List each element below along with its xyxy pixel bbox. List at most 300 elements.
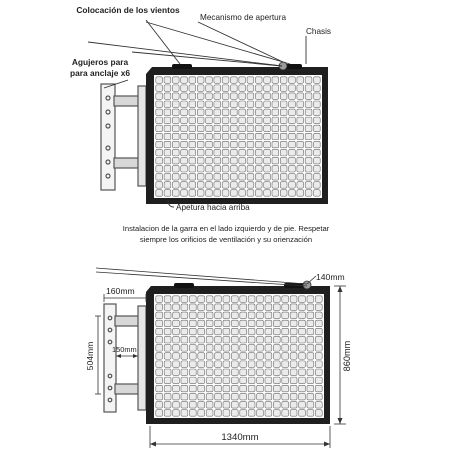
vent-cell (282, 361, 289, 368)
vent-cell (280, 190, 287, 196)
vent-cell (297, 117, 304, 123)
vent-cell (164, 361, 171, 368)
vent-cell (198, 312, 205, 319)
vent-cell (290, 328, 297, 335)
vent-cell (282, 304, 289, 311)
vent-cell (264, 190, 271, 196)
vent-cell (247, 101, 254, 107)
vent-cell (240, 328, 247, 335)
vent-cell (280, 117, 287, 123)
dim-label-width: 1340mm (221, 432, 259, 443)
label-mechanism: Mecanismo de apertura (200, 13, 287, 22)
vent-cell (282, 402, 289, 409)
vent-cell (273, 385, 280, 392)
vent-cell (315, 402, 322, 409)
arrow-width-left (150, 442, 156, 447)
vent-cell (164, 190, 171, 196)
vent-cell (239, 93, 246, 99)
vent-cell (299, 296, 306, 303)
vent-cell (282, 296, 289, 303)
vent-cell (215, 377, 222, 384)
top-hinge-left (172, 64, 192, 69)
vent-cell (206, 361, 213, 368)
vent-cell (181, 149, 188, 155)
vent-cell (314, 85, 321, 91)
vent-cell (223, 312, 230, 319)
vent-cell (297, 85, 304, 91)
vent-cell (181, 125, 188, 131)
leader-mechanism (198, 22, 283, 62)
vent-cell (307, 304, 314, 311)
vent-cell (315, 377, 322, 384)
vent-cell (272, 133, 279, 139)
guide-line-lower (96, 272, 307, 286)
vent-cell (289, 101, 296, 107)
vent-cell (215, 361, 222, 368)
vent-cell (280, 149, 287, 155)
vent-cell (223, 320, 230, 327)
vent-cell (273, 353, 280, 360)
vent-cell (156, 336, 163, 343)
vent-cell (215, 336, 222, 343)
vent-cell (189, 141, 196, 147)
vent-cell (272, 101, 279, 107)
vent-cell (206, 312, 213, 319)
vent-cell (206, 109, 213, 115)
vent-cell (272, 157, 279, 163)
vent-cell (307, 361, 314, 368)
vent-cell (189, 336, 196, 343)
vent-cell (215, 328, 222, 335)
vent-cell (257, 402, 264, 409)
vent-cell (315, 296, 322, 303)
vent-cell (181, 361, 188, 368)
vent-cell (240, 369, 247, 376)
vent-cell (264, 174, 271, 180)
vent-cell (172, 157, 179, 163)
vent-cell (222, 141, 229, 147)
vent-cell (247, 157, 254, 163)
vent-cell (239, 190, 246, 196)
vent-cell (189, 304, 196, 311)
vent-cell (255, 109, 262, 115)
vent-cell (272, 93, 279, 99)
vent-cell (206, 85, 213, 91)
vent-cell (189, 166, 196, 172)
vent-cell (255, 149, 262, 155)
vent-cell (273, 393, 280, 400)
vent-cell (231, 296, 238, 303)
vent-cell (164, 133, 171, 139)
vent-cell (206, 125, 213, 131)
vent-cell (305, 101, 312, 107)
top-cabinet (146, 62, 328, 204)
vent-cell (299, 377, 306, 384)
vent-cell (156, 133, 163, 139)
vent-cell (315, 369, 322, 376)
vent-cell (164, 304, 171, 311)
vent-cell (173, 369, 180, 376)
vent-cell (173, 377, 180, 384)
vent-cell (181, 117, 188, 123)
vent-cell (248, 393, 255, 400)
vent-cell (223, 345, 230, 352)
vent-cell (231, 377, 238, 384)
vent-cell (290, 312, 297, 319)
vent-cell (189, 320, 196, 327)
vent-cell (222, 85, 229, 91)
vent-cell (315, 304, 322, 311)
vent-cell (307, 296, 314, 303)
vent-cell (264, 133, 271, 139)
vent-cell (257, 296, 264, 303)
vent-cell (290, 296, 297, 303)
vent-cell (255, 133, 262, 139)
vent-cell (181, 174, 188, 180)
vent-cell (247, 166, 254, 172)
vent-cell (222, 174, 229, 180)
vent-cell (222, 190, 229, 196)
vent-cell (299, 402, 306, 409)
vent-cell (289, 125, 296, 131)
vent-cell (156, 190, 163, 196)
vent-cell (222, 93, 229, 99)
vent-cell (240, 402, 247, 409)
vent-cell (231, 402, 238, 409)
vent-cell (272, 141, 279, 147)
vent-cell (273, 296, 280, 303)
vent-cell (181, 182, 188, 188)
vent-cell (239, 125, 246, 131)
bottom-bracket-clamp (138, 306, 146, 410)
vent-cell (239, 174, 246, 180)
vent-cell (164, 77, 171, 83)
vent-cell (181, 166, 188, 172)
vent-cell (257, 312, 264, 319)
vent-cell (239, 166, 246, 172)
vent-cell (189, 361, 196, 368)
vent-cell (247, 182, 254, 188)
vent-cell (305, 190, 312, 196)
vent-cell (273, 304, 280, 311)
vent-cell (198, 377, 205, 384)
vent-cell (248, 312, 255, 319)
vent-cell (265, 353, 272, 360)
vent-cell (307, 377, 314, 384)
label-holes-line2: para anclaje x6 (69, 68, 131, 78)
vent-cell (222, 109, 229, 115)
vent-cell (172, 125, 179, 131)
vent-cell (299, 361, 306, 368)
vent-cell (206, 157, 213, 163)
vent-cell (273, 336, 280, 343)
vent-cell (255, 166, 262, 172)
dim-label-bracket-top: 160mm (106, 286, 135, 296)
vent-cell (282, 320, 289, 327)
vent-cell (181, 296, 188, 303)
arrow-height-bottom (338, 418, 343, 424)
vent-cell (206, 77, 213, 83)
vent-cell (282, 353, 289, 360)
vent-cell (214, 133, 221, 139)
arrow-height-top (338, 286, 343, 292)
bottom-view (85, 268, 352, 448)
vent-cell (257, 353, 264, 360)
vent-cell (164, 85, 171, 91)
vent-cell (206, 182, 213, 188)
vent-cell (282, 328, 289, 335)
vent-cell (181, 101, 188, 107)
vent-cell (164, 385, 171, 392)
vent-cell (257, 410, 264, 417)
vent-cell (297, 174, 304, 180)
vent-cell (198, 353, 205, 360)
vent-cell (189, 385, 196, 392)
vent-cell (206, 174, 213, 180)
vent-cell (314, 77, 321, 83)
vent-cell (173, 393, 180, 400)
vent-cell (305, 133, 312, 139)
leader-top-offset (307, 276, 316, 284)
vent-cell (314, 157, 321, 163)
vent-cell (248, 385, 255, 392)
vent-cell (231, 125, 238, 131)
vent-cell (297, 77, 304, 83)
vent-cell (247, 133, 254, 139)
vent-cell (164, 353, 171, 360)
top-wall-bracket (101, 84, 146, 190)
vent-cell (315, 393, 322, 400)
vent-cell (272, 190, 279, 196)
vent-cell (164, 336, 171, 343)
vent-cell (248, 353, 255, 360)
vent-cell (290, 361, 297, 368)
vent-cell (272, 85, 279, 91)
vent-cell (289, 166, 296, 172)
vent-cell (290, 402, 297, 409)
vent-cell (198, 361, 205, 368)
vent-cell (223, 369, 230, 376)
vent-cell (231, 149, 238, 155)
vent-cell (173, 328, 180, 335)
vent-cell (222, 117, 229, 123)
vent-cell (206, 328, 213, 335)
vent-cell (172, 109, 179, 115)
vent-cell (214, 141, 221, 147)
vent-cell (264, 77, 271, 83)
vent-cell (214, 109, 221, 115)
vent-cell (164, 402, 171, 409)
vent-cell (289, 117, 296, 123)
vent-cell (307, 328, 314, 335)
vent-cell (299, 328, 306, 335)
vent-cell (315, 345, 322, 352)
vent-cell (189, 93, 196, 99)
vent-cell (239, 117, 246, 123)
vent-cell (214, 85, 221, 91)
vent-cell (247, 174, 254, 180)
vent-cell (223, 353, 230, 360)
vent-cell (280, 85, 287, 91)
top-view (70, 5, 331, 212)
vent-cell (156, 361, 163, 368)
vent-cell (206, 369, 213, 376)
vent-cell (314, 174, 321, 180)
vent-cell (280, 182, 287, 188)
vent-cell (248, 345, 255, 352)
vent-cell (280, 141, 287, 147)
vent-cell (189, 125, 196, 131)
vent-cell (272, 182, 279, 188)
vent-cell (164, 377, 171, 384)
vent-cell (156, 402, 163, 409)
vent-cell (231, 85, 238, 91)
vent-cell (290, 385, 297, 392)
vent-cell (282, 385, 289, 392)
vent-cell (198, 345, 205, 352)
vent-cell (240, 353, 247, 360)
vent-cell (297, 93, 304, 99)
vent-cell (214, 125, 221, 131)
vent-cell (206, 402, 213, 409)
vent-cell (215, 402, 222, 409)
vent-cell (164, 149, 171, 155)
vent-cell (198, 385, 205, 392)
vent-cell (282, 312, 289, 319)
vent-cell (273, 320, 280, 327)
vent-cell (164, 109, 171, 115)
vent-cell (181, 141, 188, 147)
vent-cell (156, 174, 163, 180)
vent-cell (189, 117, 196, 123)
vent-cell (172, 141, 179, 147)
vent-cell (164, 393, 171, 400)
vent-cell (264, 117, 271, 123)
vent-cell (197, 117, 204, 123)
vent-cell (315, 410, 322, 417)
vent-cell (156, 304, 163, 311)
vent-cell (223, 361, 230, 368)
vent-cell (272, 117, 279, 123)
vent-cell (197, 93, 204, 99)
vent-cell (231, 101, 238, 107)
vent-cell (255, 141, 262, 147)
vent-cell (181, 304, 188, 311)
vent-cell (231, 336, 238, 343)
vent-cell (164, 157, 171, 163)
vent-cell (181, 353, 188, 360)
vent-cell (247, 141, 254, 147)
vent-cell (265, 361, 272, 368)
vent-cell (280, 125, 287, 131)
vent-cell (156, 85, 163, 91)
instruction-line2: siempre los orificios de ventilación y su orienzación (139, 235, 313, 244)
vent-cell (223, 385, 230, 392)
vent-cell (315, 353, 322, 360)
vent-cell (255, 125, 262, 131)
bottom-wall-bracket (104, 304, 146, 412)
vent-cell (189, 133, 196, 139)
vent-cell (240, 336, 247, 343)
vent-cell (297, 149, 304, 155)
vent-cell (239, 77, 246, 83)
dim-label-bracket-height: 504mm (85, 341, 95, 371)
vent-cell (248, 320, 255, 327)
vent-cell (265, 336, 272, 343)
vent-cell (307, 353, 314, 360)
vent-cell (255, 117, 262, 123)
vent-cell (297, 101, 304, 107)
vent-cell (181, 157, 188, 163)
bottom-hinge-left (174, 283, 194, 288)
vent-cell (215, 304, 222, 311)
vent-cell (222, 149, 229, 155)
vent-cell (248, 304, 255, 311)
vent-cell (231, 361, 238, 368)
vent-cell (290, 393, 297, 400)
vent-cell (240, 304, 247, 311)
vent-cell (231, 117, 238, 123)
vent-cell (290, 353, 297, 360)
vent-cell (231, 353, 238, 360)
vent-cell (264, 109, 271, 115)
vent-cell (156, 393, 163, 400)
vent-cell (265, 328, 272, 335)
vent-cell (239, 133, 246, 139)
vent-cell (173, 402, 180, 409)
vent-cell (239, 109, 246, 115)
vent-cell (222, 182, 229, 188)
vent-cell (264, 101, 271, 107)
vent-cell (214, 149, 221, 155)
vent-cell (156, 320, 163, 327)
vent-cell (198, 336, 205, 343)
vent-cell (173, 410, 180, 417)
vent-cell (299, 369, 306, 376)
vent-cell (297, 133, 304, 139)
arrow-width-right (324, 442, 330, 447)
vent-cell (264, 93, 271, 99)
vent-cell (231, 141, 238, 147)
vent-cell (181, 133, 188, 139)
vent-cell (314, 182, 321, 188)
vent-cell (307, 393, 314, 400)
vent-cell (223, 393, 230, 400)
vent-cell (231, 182, 238, 188)
vent-cell (289, 93, 296, 99)
vent-cell (248, 361, 255, 368)
vent-cell (156, 166, 163, 172)
vent-cell (264, 85, 271, 91)
vent-cell (282, 393, 289, 400)
vent-cell (289, 157, 296, 163)
vent-cell (172, 166, 179, 172)
vent-cell (290, 304, 297, 311)
vent-cell (307, 336, 314, 343)
vent-cell (181, 93, 188, 99)
vent-cell (231, 77, 238, 83)
vent-cell (265, 345, 272, 352)
vent-cell (255, 190, 262, 196)
vent-cell (215, 393, 222, 400)
vent-cell (282, 369, 289, 376)
instruction-line1: Instalacion de la garra en el lado izquierdo y de pie. Respetar (122, 224, 330, 233)
vent-cell (289, 141, 296, 147)
vent-cell (305, 157, 312, 163)
vent-cell (206, 141, 213, 147)
vent-cell (240, 296, 247, 303)
vent-cell (181, 393, 188, 400)
